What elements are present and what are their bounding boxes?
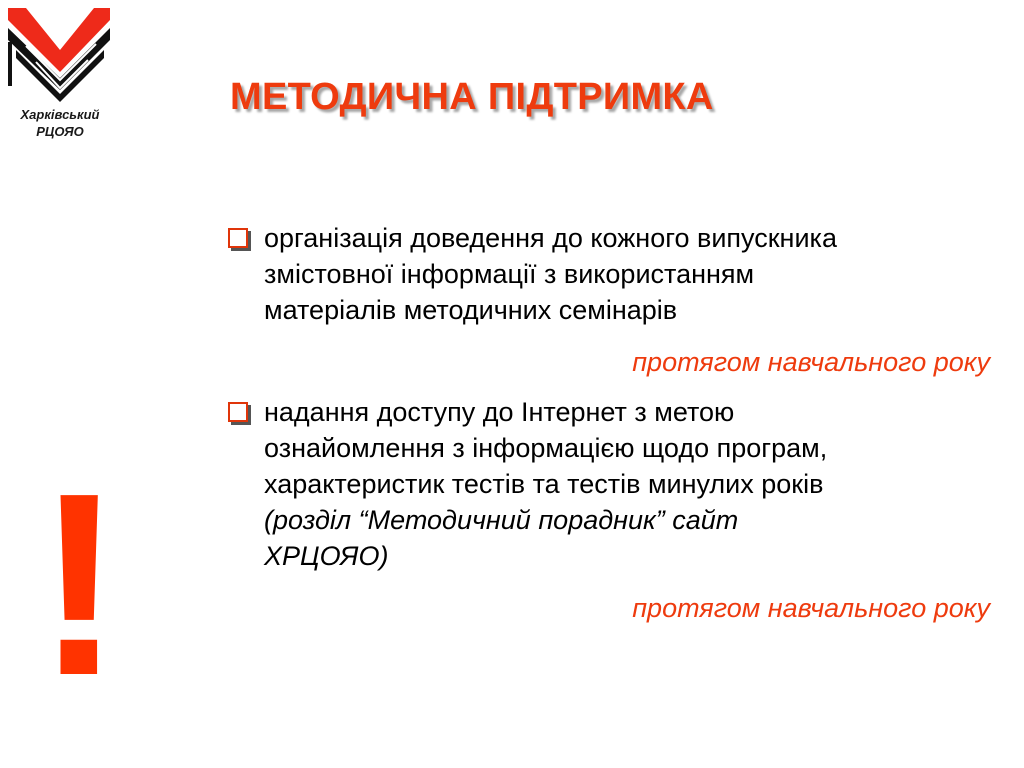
slide-title: МЕТОДИЧНА ПІДТРИМКА bbox=[230, 76, 714, 118]
bullet-list bbox=[226, 220, 996, 626]
logo bbox=[4, 6, 116, 146]
exclamation-mark: ! bbox=[36, 440, 123, 730]
checkbox-bullet-icon bbox=[228, 228, 248, 248]
bullet-line: надання доступу до Інтернет з метою bbox=[264, 397, 735, 427]
logo-line-2: РЦОЯО bbox=[36, 124, 84, 139]
logo-text bbox=[4, 106, 116, 140]
bullet-line: організація доведення до кожного випускника bbox=[264, 223, 837, 253]
bullet-line: характеристик тестів та тестів минулих років bbox=[264, 469, 824, 499]
logo-line-1: Харківський bbox=[20, 107, 100, 122]
bullet-item bbox=[226, 220, 996, 328]
book-logo-icon bbox=[6, 6, 114, 104]
bullet-line: змістовної інформації з використанням bbox=[264, 259, 755, 289]
timeframe-note: протягом навчального року bbox=[632, 593, 990, 623]
bullet-item bbox=[226, 394, 996, 574]
bullet-line: матеріалів методичних семінарів bbox=[264, 295, 678, 325]
bullet-line: ознайомлення з інформацією щодо програм, bbox=[264, 433, 828, 463]
bullet-line-italic: ХРЦОЯО) bbox=[264, 541, 389, 571]
timeframe-note: протягом навчального року bbox=[632, 347, 990, 377]
bullet-line-italic: (розділ “Методичний порадник” сайт bbox=[264, 505, 739, 535]
checkbox-bullet-icon bbox=[228, 402, 248, 422]
